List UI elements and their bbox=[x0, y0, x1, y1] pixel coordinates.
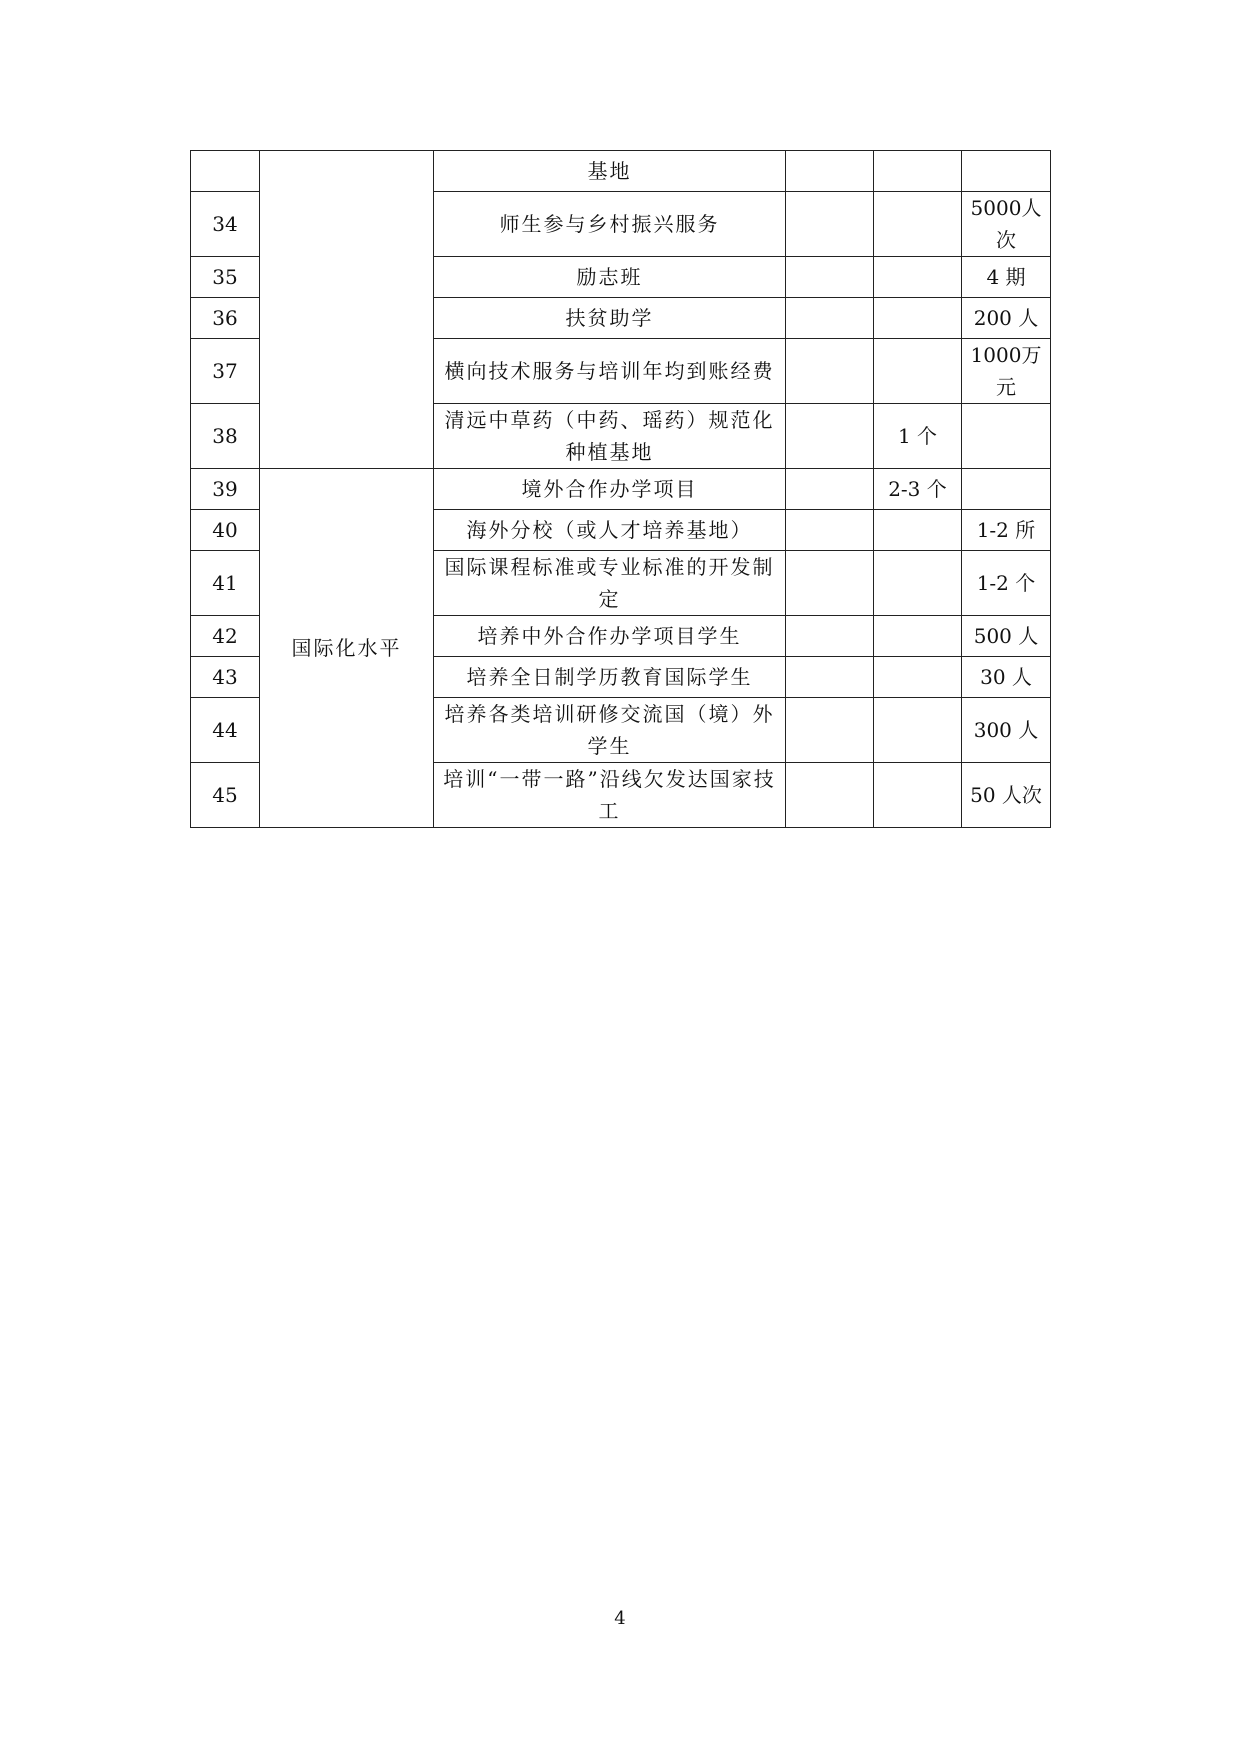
value-col-3: 1000万元 bbox=[962, 339, 1051, 404]
value-col-1 bbox=[786, 404, 874, 469]
row-number: 43 bbox=[191, 657, 260, 698]
value-col-2 bbox=[874, 192, 962, 257]
item-name: 培训“一带一路”沿线欠发达国家技工 bbox=[434, 763, 786, 828]
value-col-3: 500 人 bbox=[962, 616, 1051, 657]
value-col-2 bbox=[874, 657, 962, 698]
row-number: 42 bbox=[191, 616, 260, 657]
value-col-1 bbox=[786, 339, 874, 404]
value-col-3: 5000人次 bbox=[962, 192, 1051, 257]
row-number: 35 bbox=[191, 257, 260, 298]
item-name: 基地 bbox=[434, 151, 786, 192]
item-name: 励志班 bbox=[434, 257, 786, 298]
value-col-1 bbox=[786, 469, 874, 510]
value-col-3: 300 人 bbox=[962, 698, 1051, 763]
item-name: 师生参与乡村振兴服务 bbox=[434, 192, 786, 257]
value-col-3: 50 人次 bbox=[962, 763, 1051, 828]
value-col-1 bbox=[786, 298, 874, 339]
category-cell-service bbox=[260, 151, 434, 469]
value-col-2 bbox=[874, 551, 962, 616]
value-col-3: 30 人 bbox=[962, 657, 1051, 698]
value-col-2: 2-3 个 bbox=[874, 469, 962, 510]
value-col-1 bbox=[786, 151, 874, 192]
item-name: 清远中草药（中药、瑶药）规范化种植基地 bbox=[434, 404, 786, 469]
value-col-3 bbox=[962, 404, 1051, 469]
value-col-3: 1-2 个 bbox=[962, 551, 1051, 616]
value-col-2 bbox=[874, 698, 962, 763]
value-col-3: 4 期 bbox=[962, 257, 1051, 298]
row-number: 37 bbox=[191, 339, 260, 404]
indicator-table bbox=[190, 150, 1051, 828]
value-col-3 bbox=[962, 469, 1051, 510]
row-number: 34 bbox=[191, 192, 260, 257]
value-col-2 bbox=[874, 616, 962, 657]
value-col-3: 1-2 所 bbox=[962, 510, 1051, 551]
value-col-3 bbox=[962, 151, 1051, 192]
row-number: 45 bbox=[191, 763, 260, 828]
item-name: 国际课程标准或专业标准的开发制定 bbox=[434, 551, 786, 616]
value-col-1 bbox=[786, 551, 874, 616]
value-col-2 bbox=[874, 151, 962, 192]
value-col-1 bbox=[786, 192, 874, 257]
row-number: 38 bbox=[191, 404, 260, 469]
item-name: 横向技术服务与培训年均到账经费 bbox=[434, 339, 786, 404]
item-name: 境外合作办学项目 bbox=[434, 469, 786, 510]
row-number: 36 bbox=[191, 298, 260, 339]
row-number: 39 bbox=[191, 469, 260, 510]
item-name: 培养全日制学历教育国际学生 bbox=[434, 657, 786, 698]
value-col-1 bbox=[786, 698, 874, 763]
value-col-2 bbox=[874, 298, 962, 339]
value-col-1 bbox=[786, 510, 874, 551]
item-name: 海外分校（或人才培养基地） bbox=[434, 510, 786, 551]
value-col-1 bbox=[786, 257, 874, 298]
value-col-2 bbox=[874, 339, 962, 404]
value-col-2 bbox=[874, 510, 962, 551]
value-col-2 bbox=[874, 763, 962, 828]
page-number: 4 bbox=[614, 1608, 626, 1629]
table-row bbox=[191, 151, 1051, 192]
row-number bbox=[191, 151, 260, 192]
value-col-1 bbox=[786, 616, 874, 657]
row-number: 40 bbox=[191, 510, 260, 551]
value-col-2 bbox=[874, 257, 962, 298]
value-col-2: 1 个 bbox=[874, 404, 962, 469]
value-col-1 bbox=[786, 763, 874, 828]
row-number: 44 bbox=[191, 698, 260, 763]
table-row bbox=[191, 469, 1051, 510]
value-col-3: 200 人 bbox=[962, 298, 1051, 339]
category-international: 国际化水平 bbox=[260, 469, 434, 828]
item-name: 培养中外合作办学项目学生 bbox=[434, 616, 786, 657]
item-name: 培养各类培训研修交流国（境）外学生 bbox=[434, 698, 786, 763]
value-col-1 bbox=[786, 657, 874, 698]
row-number: 41 bbox=[191, 551, 260, 616]
item-name: 扶贫助学 bbox=[434, 298, 786, 339]
